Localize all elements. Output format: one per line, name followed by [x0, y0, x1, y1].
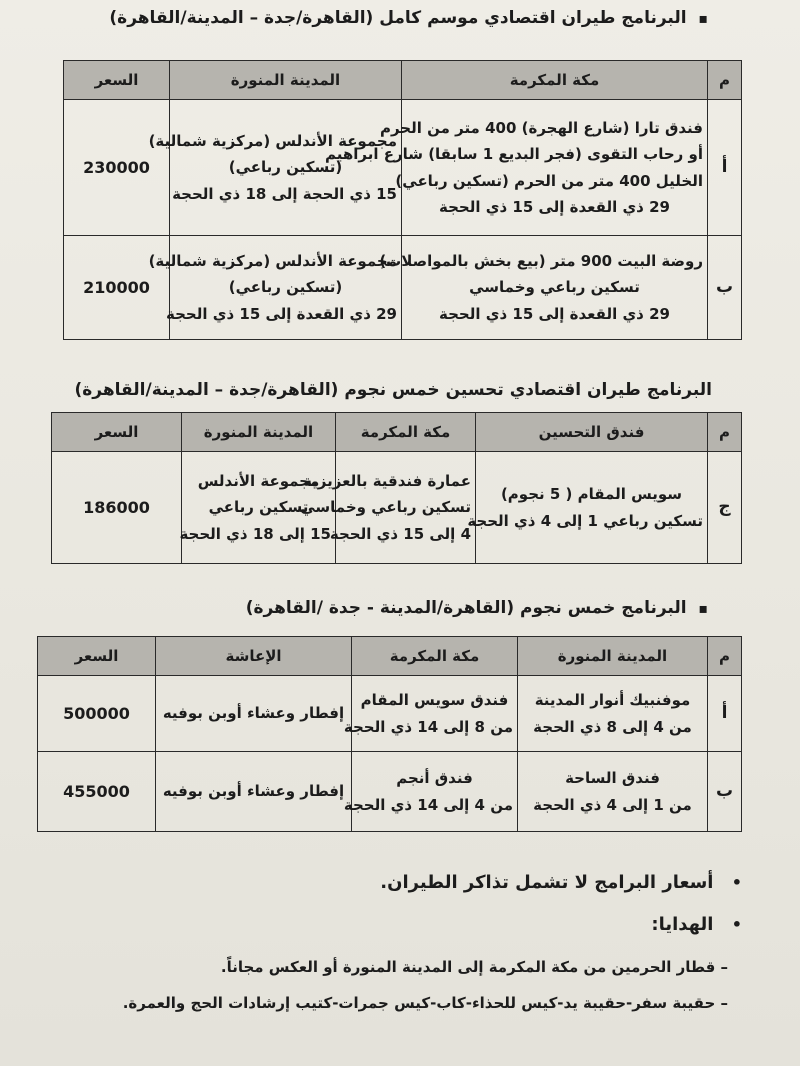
header-cell: السعر	[52, 413, 182, 452]
note-gifts-heading	[651, 914, 742, 935]
header-cell: السعر	[38, 637, 156, 676]
cell-text: فندق أنجم	[396, 769, 473, 788]
cell-text: 29 ذي القعدة إلى 15 ذي الحجة	[439, 197, 670, 216]
makkah-cell	[343, 752, 518, 832]
table-row	[64, 236, 742, 340]
price-cell: 500000	[38, 676, 156, 752]
note-text: الهدايا:	[651, 914, 714, 935]
madinah-cell	[518, 752, 708, 832]
madinah-cell	[148, 236, 402, 340]
cell-text: مجموعة الأندلس (مركزية شمالية)	[148, 252, 397, 271]
meals-cell: إفطار وعشاء أوبن بوفيه	[156, 676, 352, 752]
program3-title-text: البرنامج خمس نجوم (القاهرة/المدينة - جدة /القاهرة)	[245, 598, 687, 618]
price-cell: 210000	[64, 236, 170, 340]
program1-title-text: البرنامج طيران اقتصادي موسم كامل (القاهرة/جدة – المدينة/القاهرة)	[109, 8, 687, 28]
table-header-row	[52, 413, 742, 452]
cell-text: من 1 إلى 4 ذي الحجة	[533, 795, 692, 814]
program1-table	[63, 60, 742, 340]
cell-text: مجموعة الأندلس	[197, 472, 320, 491]
meals-cell: إفطار وعشاء أوبن بوفيه	[156, 752, 352, 832]
makkah-cell	[343, 676, 518, 752]
program3-table	[37, 636, 742, 832]
header-cell: المدينة المنورة	[182, 413, 336, 452]
cell-text: تسكين رباعي	[208, 498, 309, 517]
header-cell: السعر	[64, 61, 170, 100]
table-header-row	[64, 61, 742, 100]
header-cell: الإعاشة	[156, 637, 352, 676]
cell-text: تسكين رباعي وخماسي	[300, 498, 471, 517]
table-row	[64, 100, 742, 236]
header-cell: المدينة المنورة	[518, 637, 708, 676]
cell-text: (تسكين رباعي)	[228, 278, 343, 297]
cell-text: عمارة فندقية بالعزيزية	[303, 472, 471, 491]
table-header-row	[38, 637, 742, 676]
cell-text: (تسكين رباعي)	[228, 158, 343, 177]
row-index: ب	[708, 752, 742, 832]
gift-train: – قطار الحرمين من مكة المكرمة إلى المدينة المنورة أو العكس مجاناً.	[220, 958, 728, 976]
cell-text: 4 إلى 15 ذي الحجة	[329, 524, 471, 543]
cell-text: 29 ذي القعدة إلى 15 ذي الحجة	[166, 304, 397, 323]
cell-text: الخليل 400 متر من الحرم (تسكين رباعي)	[395, 171, 703, 190]
cell-text: تسكين رباعي وخماسي	[469, 278, 640, 297]
bullet-icon: •	[731, 915, 742, 934]
cell-text: من 4 إلى 8 ذي الحجة	[533, 717, 692, 736]
header-cell: م	[708, 61, 742, 100]
header-cell: مكة المكرمة	[336, 413, 476, 452]
madinah-cell	[518, 676, 708, 752]
cell-text: 15 ذي الحجة إلى 18 ذي الحجة	[172, 184, 397, 203]
madinah-cell	[148, 100, 402, 236]
row-index: أ	[708, 100, 742, 236]
header-cell: مكة المكرمة	[352, 637, 518, 676]
program3-title	[246, 598, 708, 618]
cell-text: من 8 إلى 14 ذي الحجة	[343, 717, 513, 736]
cell-text: فندق الساحة	[565, 769, 660, 788]
price-cell: 455000	[38, 752, 156, 832]
cell-text: موفنبيك أنوار المدينة	[534, 691, 691, 710]
bullet-icon: ▪	[698, 601, 708, 617]
bullet-icon: ▪	[698, 11, 708, 27]
cell-text: أو رحاب التقوى (فجر البديع 1 سابقا) شارع ابراهيم	[324, 145, 703, 164]
bullet-icon: •	[731, 873, 742, 892]
cell-text: فندق تارا (شارع الهجرة) 400 متر من الحرم	[379, 119, 703, 137]
cell-text: سويس المقام ( 5 نجوم)	[500, 485, 683, 504]
program2-title-text: البرنامج طيران اقتصادي تحسين خمس نجوم (القاهرة/جدة – المدينة/القاهرة)	[74, 380, 712, 400]
table-row	[38, 752, 742, 832]
price-cell: 230000	[64, 100, 170, 236]
gift-bags: – حقيبة سفر-حقيبة يد-كيس للحذاء-كاب-كيس جمرات-كتيب إرشادات الحج والعمرة.	[122, 994, 728, 1012]
cell-text: 29 ذي القعدة إلى 15 ذي الحجة	[439, 304, 670, 323]
row-index: أ	[708, 676, 742, 752]
price-cell: 186000	[52, 452, 182, 564]
header-cell: فندق التحسين	[476, 413, 708, 452]
table-row	[52, 452, 742, 564]
makkah-cell	[324, 100, 708, 236]
makkah-cell	[300, 452, 476, 564]
cell-text: من 4 إلى 14 ذي الحجة	[343, 795, 513, 814]
cell-text: 15 إلى 18 ذي الحجة	[179, 524, 331, 543]
header-cell: م	[708, 413, 742, 452]
note-no-tickets	[380, 872, 742, 893]
cell-text: روضة البيت 900 متر (بيع بخش بالمواصلات)	[379, 252, 703, 271]
makkah-cell	[379, 236, 708, 340]
table-row	[38, 676, 742, 752]
row-index: ب	[708, 236, 742, 340]
program1-title	[109, 8, 708, 28]
cell-text: مجموعة الأندلس (مركزية شمالية)	[148, 132, 397, 151]
program2-table	[51, 412, 742, 564]
program2-title	[75, 380, 713, 400]
cell-text: تسكين رباعي 1 إلى 4 ذي الحجة	[467, 511, 703, 530]
hotel-cell	[467, 452, 708, 564]
note-text: أسعار البرامج لا تشمل تذاكر الطيران.	[380, 872, 714, 893]
row-index: ج	[708, 452, 742, 564]
header-cell: م	[708, 637, 742, 676]
header-cell: المدينة المنورة	[170, 61, 402, 100]
cell-text: فندق سويس المقام	[360, 691, 509, 710]
header-cell: مكة المكرمة	[402, 61, 708, 100]
